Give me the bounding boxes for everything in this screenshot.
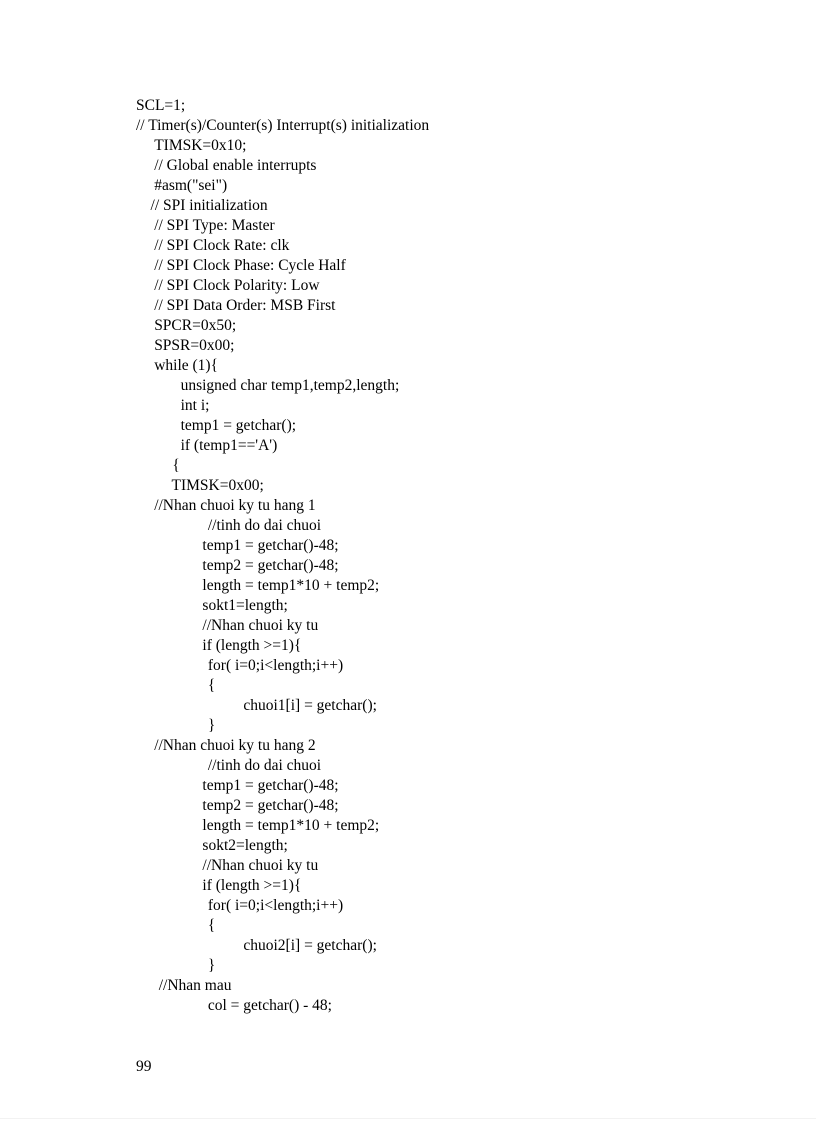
code-line: if (length >=1){ — [202, 877, 302, 894]
code-line: // SPI Type: Master — [154, 217, 275, 234]
code-line: if (length >=1){ — [202, 637, 302, 654]
code-line: sokt2=length; — [202, 837, 288, 854]
code-line: } — [207, 957, 216, 974]
code-line: // SPI Clock Polarity: Low — [154, 277, 320, 294]
code-line: SPSR=0x00; — [154, 337, 235, 354]
code-line: int i; — [180, 397, 210, 414]
code-line: //Nhan mau — [158, 977, 232, 994]
code-line: chuoi2[i] = getchar(); — [243, 937, 377, 954]
code-line: //Nhan chuoi ky tu — [202, 857, 319, 874]
page-bottom-edge — [0, 1118, 816, 1119]
page-number: 99 — [136, 1058, 152, 1075]
code-line: { — [207, 677, 216, 694]
code-line: } — [207, 717, 216, 734]
code-line: // SPI initialization — [150, 197, 268, 214]
code-line: //tinh do dai chuoi — [207, 517, 322, 534]
code-line: SPCR=0x50; — [154, 317, 237, 334]
code-line: TIMSK=0x00; — [171, 477, 264, 494]
code-line: //Nhan chuoi ky tu hang 2 — [154, 737, 316, 754]
code-line: sokt1=length; — [202, 597, 288, 614]
code-line: SCL=1; — [136, 97, 186, 114]
code-line: chuoi1[i] = getchar(); — [243, 697, 377, 714]
code-line: //Nhan chuoi ky tu hang 1 — [154, 497, 316, 514]
code-line: length = temp1*10 + temp2; — [202, 577, 380, 594]
code-line: for( i=0;i<length;i++) — [207, 657, 344, 674]
code-line: // SPI Data Order: MSB First — [154, 297, 336, 314]
code-line: // SPI Clock Rate: clk — [154, 237, 290, 254]
code-line: temp1 = getchar()-48; — [202, 537, 339, 554]
code-line: TIMSK=0x10; — [154, 137, 247, 154]
code-line: while (1){ — [154, 357, 219, 374]
code-line: temp1 = getchar(); — [180, 417, 297, 434]
code-line: unsigned char temp1,temp2,length; — [180, 377, 400, 394]
code-line: //Nhan chuoi ky tu — [202, 617, 319, 634]
code-line: // SPI Clock Phase: Cycle Half — [154, 257, 346, 274]
code-line: if (temp1=='A') — [180, 437, 278, 454]
code-line: temp2 = getchar()-48; — [202, 797, 339, 814]
code-line: for( i=0;i<length;i++) — [207, 897, 344, 914]
code-line: temp1 = getchar()-48; — [202, 777, 339, 794]
code-line: { — [207, 917, 216, 934]
code-line: // Global enable interrupts — [154, 157, 317, 174]
code-line: #asm("sei") — [154, 177, 228, 194]
code-line: // Timer(s)/Counter(s) Interrupt(s) initialization — [136, 117, 430, 134]
code-line: //tinh do dai chuoi — [207, 757, 322, 774]
code-line: { — [172, 457, 180, 474]
code-line: length = temp1*10 + temp2; — [202, 817, 380, 834]
code-line: temp2 = getchar()-48; — [202, 557, 339, 574]
code-line: col = getchar() - 48; — [207, 997, 332, 1014]
